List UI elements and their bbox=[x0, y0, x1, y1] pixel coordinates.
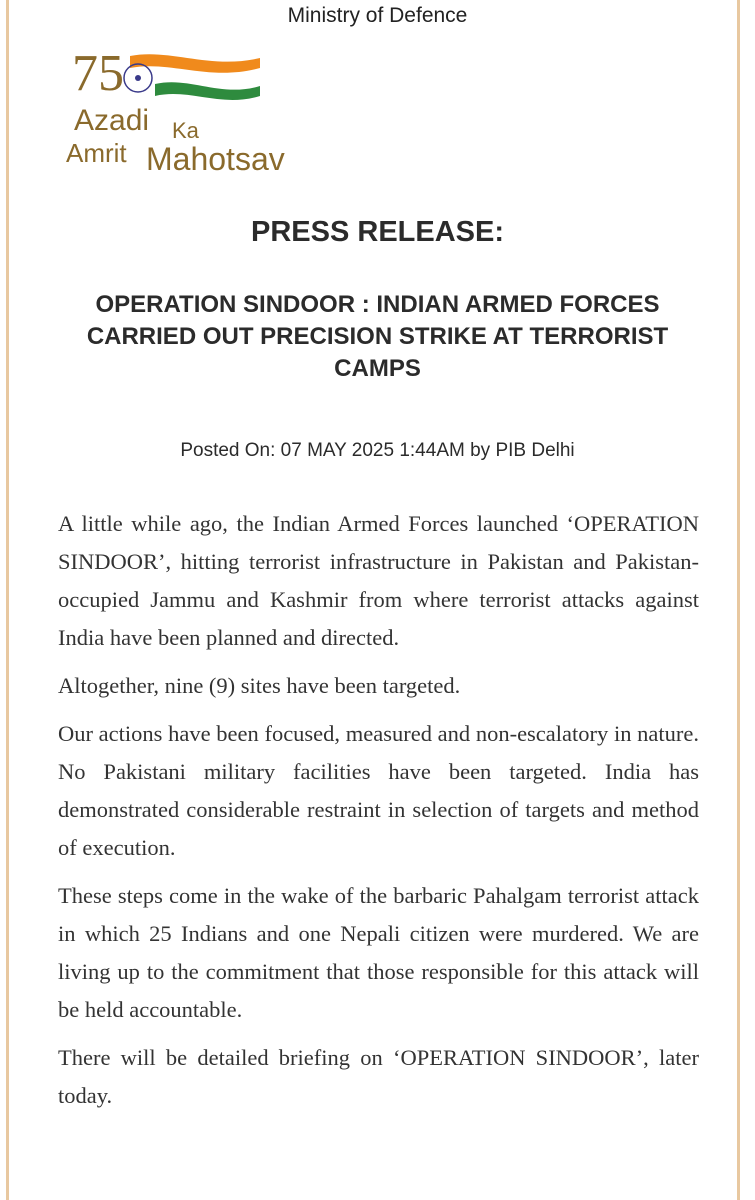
logo-line2b: Mahotsav bbox=[146, 141, 285, 177]
logo-line1: Azadi bbox=[74, 104, 150, 137]
paragraph: These steps come in the wake of the barbaric Pahalgam terrorist attack in which 25 Indians and one Nepali citizen were murdered. We are living up to the commitment that those responsible for this attack will be held accountable. bbox=[58, 883, 699, 1022]
posted-on: Posted On: 07 MAY 2025 1:44AM by PIB Delhi bbox=[180, 440, 575, 461]
azadi-ka-amrit-mahotsav-logo bbox=[60, 38, 320, 178]
logo-green-band bbox=[155, 82, 260, 100]
ministry-name: Ministry of Defence bbox=[287, 4, 468, 27]
logo-graphic bbox=[60, 38, 320, 178]
logo-ka: Ka bbox=[172, 118, 199, 143]
release-body bbox=[58, 505, 699, 1125]
page-border-left bbox=[6, 0, 9, 1200]
paragraph: Altogether, nine (9) sites have been targeted. bbox=[58, 673, 461, 698]
page-border-right bbox=[737, 0, 740, 1200]
logo-line2a: Amrit bbox=[66, 138, 127, 168]
paragraph: Our actions have been focused, measured and non-escalatory in nature. No Pakistani military facilities have been targeted. India has demonstrated considerable restraint in selection of targets and method of execution. bbox=[58, 721, 699, 860]
paragraph: There will be detailed briefing on ‘OPERATION SINDOOR’, later today. bbox=[58, 1045, 699, 1108]
release-title: OPERATION SINDOOR : INDIAN ARMED FORCES CARRIED OUT PRECISION STRIKE AT TERRORIST CAMPS bbox=[86, 291, 669, 382]
press-release-heading: PRESS RELEASE: bbox=[251, 216, 504, 248]
logo-number: 75 bbox=[72, 45, 124, 102]
paragraph: A little while ago, the Indian Armed Forces launched ‘OPERATION SINDOOR’, hitting terrorist infrastructure in Pakistan and Pakistan-occupied Jammu and Kashmir from where terrorist attacks against India have been planned and directed. bbox=[58, 511, 699, 650]
